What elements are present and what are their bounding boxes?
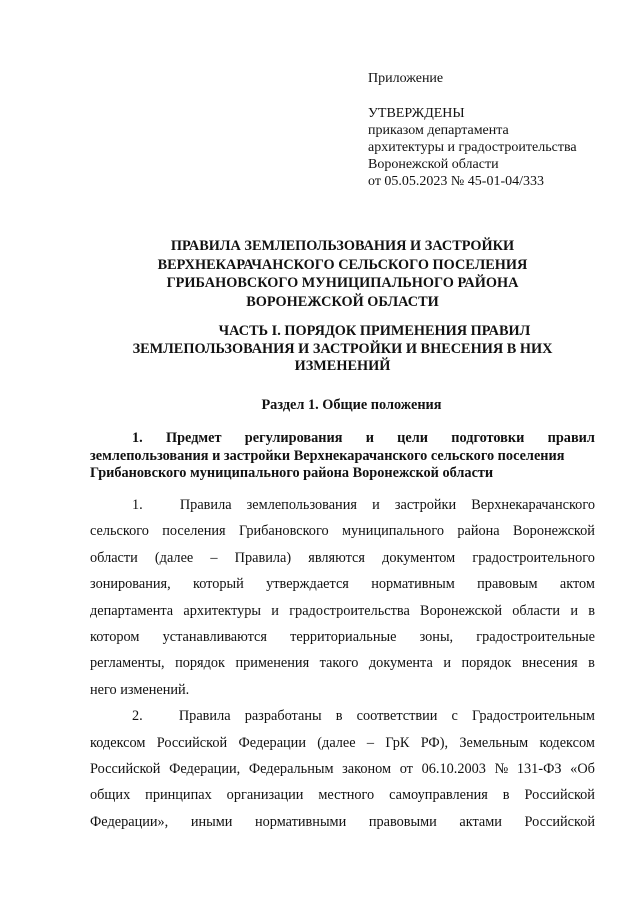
word: 06.10.2003 (421, 761, 486, 778)
word: № (494, 761, 509, 778)
word: ГрК (385, 734, 410, 751)
word: применения (235, 655, 310, 672)
word: цели (397, 430, 429, 446)
word: который (193, 576, 244, 593)
word: архитектуры (183, 602, 262, 619)
word: правовыми (368, 813, 437, 830)
word: градостроительства (289, 602, 410, 619)
paragraph-line (90, 730, 595, 756)
word: в (335, 708, 343, 725)
word: Земельным (459, 734, 529, 751)
article-heading-line: землепользования и застройки Верхнекарачанского сельского поселения (90, 447, 565, 464)
paragraph-line (90, 598, 595, 624)
word: и (365, 430, 374, 446)
word: Российской (156, 734, 228, 751)
order-line: приказом департамента (368, 123, 509, 138)
word: нормативным (371, 576, 455, 593)
word: застройки (394, 497, 457, 513)
title-line: ПРАВИЛА ЗЕМЛЕПОЛЬЗОВАНИЯ И ЗАСТРОЙКИ (170, 238, 515, 254)
part-heading (90, 323, 595, 376)
title-line: ВОРОНЕЖСКОЙ ОБЛАСТИ (246, 293, 439, 310)
word: порядок (461, 655, 512, 672)
article-heading-line (90, 430, 595, 448)
word: Федерации (238, 734, 306, 751)
word: такого (319, 655, 359, 672)
word: градостроительного (472, 549, 595, 566)
word: правил (547, 430, 595, 446)
word: (далее (317, 734, 356, 751)
word: и (372, 497, 380, 513)
word: 1. (132, 430, 143, 446)
word: документом (382, 549, 456, 566)
word: разработаны (244, 708, 322, 725)
article-heading-line: Грибановского муниципального района Воронежской области (90, 465, 494, 481)
word: градостроительные (476, 629, 595, 646)
paragraph-number: 1. (132, 497, 143, 513)
word: и (271, 602, 279, 619)
word: Правила (179, 497, 232, 513)
word: землепользования (246, 497, 357, 513)
word: Российской (524, 813, 595, 830)
word: внесения (521, 655, 578, 672)
word: самоуправления (389, 787, 488, 804)
part-heading-line: ИЗМЕНЕНИЙ (294, 358, 391, 374)
paragraph-line: него изменений. (90, 681, 190, 698)
word: порядок (175, 655, 225, 672)
word: кодексом (539, 734, 595, 751)
word: Российской (90, 761, 161, 778)
title-line: ГРИБАНОВСКОГО МУНИЦИПАЛЬНОГО РАЙОНА (166, 275, 519, 291)
word: и (443, 655, 451, 672)
word: соответствии (356, 708, 438, 725)
word: общих (90, 787, 131, 804)
word: Градостроительным (472, 708, 595, 725)
word: актами (459, 813, 502, 830)
word: котором (90, 629, 140, 646)
paragraph-line (90, 571, 595, 597)
word: зонирования, (90, 576, 171, 593)
word: в (588, 655, 595, 672)
word: Воронежской (420, 602, 503, 619)
word: области (90, 549, 138, 566)
word: сельского (90, 523, 149, 540)
word: Федеральным (248, 761, 334, 778)
word: Верхнекарачанского (471, 497, 595, 513)
word: Предмет (165, 430, 222, 446)
word: являются (308, 549, 365, 566)
part-heading-line: ЧАСТЬ I. ПОРЯДОК ПРИМЕНЕНИЯ ПРАВИЛ (218, 323, 531, 339)
word: с (451, 708, 458, 725)
paragraph-line (90, 518, 595, 544)
paragraph-line (90, 492, 595, 518)
word: нормативными (254, 813, 347, 830)
word: области (512, 602, 561, 619)
word: документа (368, 655, 433, 672)
word: территориальные (290, 629, 397, 646)
word: – (210, 549, 218, 566)
paragraph-number: 2. (132, 708, 143, 725)
paragraph-line (90, 809, 595, 835)
article-heading (90, 430, 595, 483)
document-body (90, 492, 595, 835)
word: принципах (145, 787, 212, 804)
word: устанавливаются (162, 629, 267, 646)
paragraph-line (90, 756, 595, 782)
order-line: Воронежской области (368, 157, 499, 172)
word: (далее (154, 549, 194, 566)
word: иными (190, 813, 233, 830)
word: РФ), (420, 734, 449, 751)
word: в (502, 787, 510, 804)
appendix-label: Приложение (368, 71, 444, 86)
word: кодексом (90, 734, 146, 751)
word: и (570, 602, 578, 619)
approval-stamp (368, 70, 618, 190)
word: утверждается (266, 576, 349, 593)
word: регламенты, (90, 655, 165, 672)
word: Правила (178, 708, 231, 725)
word: муниципального (341, 523, 444, 540)
order-line: архитектуры и градостроительства (368, 140, 577, 155)
title-line: ВЕРХНЕКАРАЧАНСКОГО СЕЛЬСКОГО ПОСЕЛЕНИЯ (157, 256, 528, 273)
word: Воронежской (512, 523, 595, 540)
paragraph-line (90, 703, 595, 729)
word: Грибановского (238, 523, 329, 540)
word: организации (226, 787, 304, 804)
word: законом (342, 761, 392, 778)
paragraph-line (90, 650, 595, 676)
word: поселения (162, 523, 226, 540)
word: «Об (570, 761, 595, 778)
word: актом (559, 576, 595, 593)
word: района (457, 523, 500, 540)
word: в (588, 602, 595, 619)
section-heading: Раздел 1. Общие положения (261, 397, 442, 413)
paragraph-line (90, 624, 595, 650)
order-date-number: от 05.05.2023 № 45-01-04/333 (368, 174, 545, 189)
word: от (399, 761, 413, 778)
word: местного (318, 787, 375, 804)
word: регулирования (244, 430, 343, 446)
word: Правила) (234, 549, 292, 566)
word: – (366, 734, 375, 751)
part-heading-line: ЗЕМЛЕПОЛЬЗОВАНИЯ И ЗАСТРОЙКИ И ВНЕСЕНИЯ В НИХ (132, 340, 553, 357)
paragraph-line (90, 545, 595, 571)
document-title (90, 237, 595, 311)
approved-label: УТВЕРЖДЕНЫ (368, 106, 465, 121)
word: 131-ФЗ (516, 761, 562, 778)
word: Российской (524, 787, 595, 804)
word: правовым (477, 576, 538, 593)
word: Федерации, (169, 761, 241, 778)
word: департамента (90, 602, 174, 619)
word: подготовки (451, 430, 525, 446)
word: Федерации», (90, 813, 169, 830)
word: зоны, (419, 629, 454, 646)
paragraph-line (90, 782, 595, 808)
